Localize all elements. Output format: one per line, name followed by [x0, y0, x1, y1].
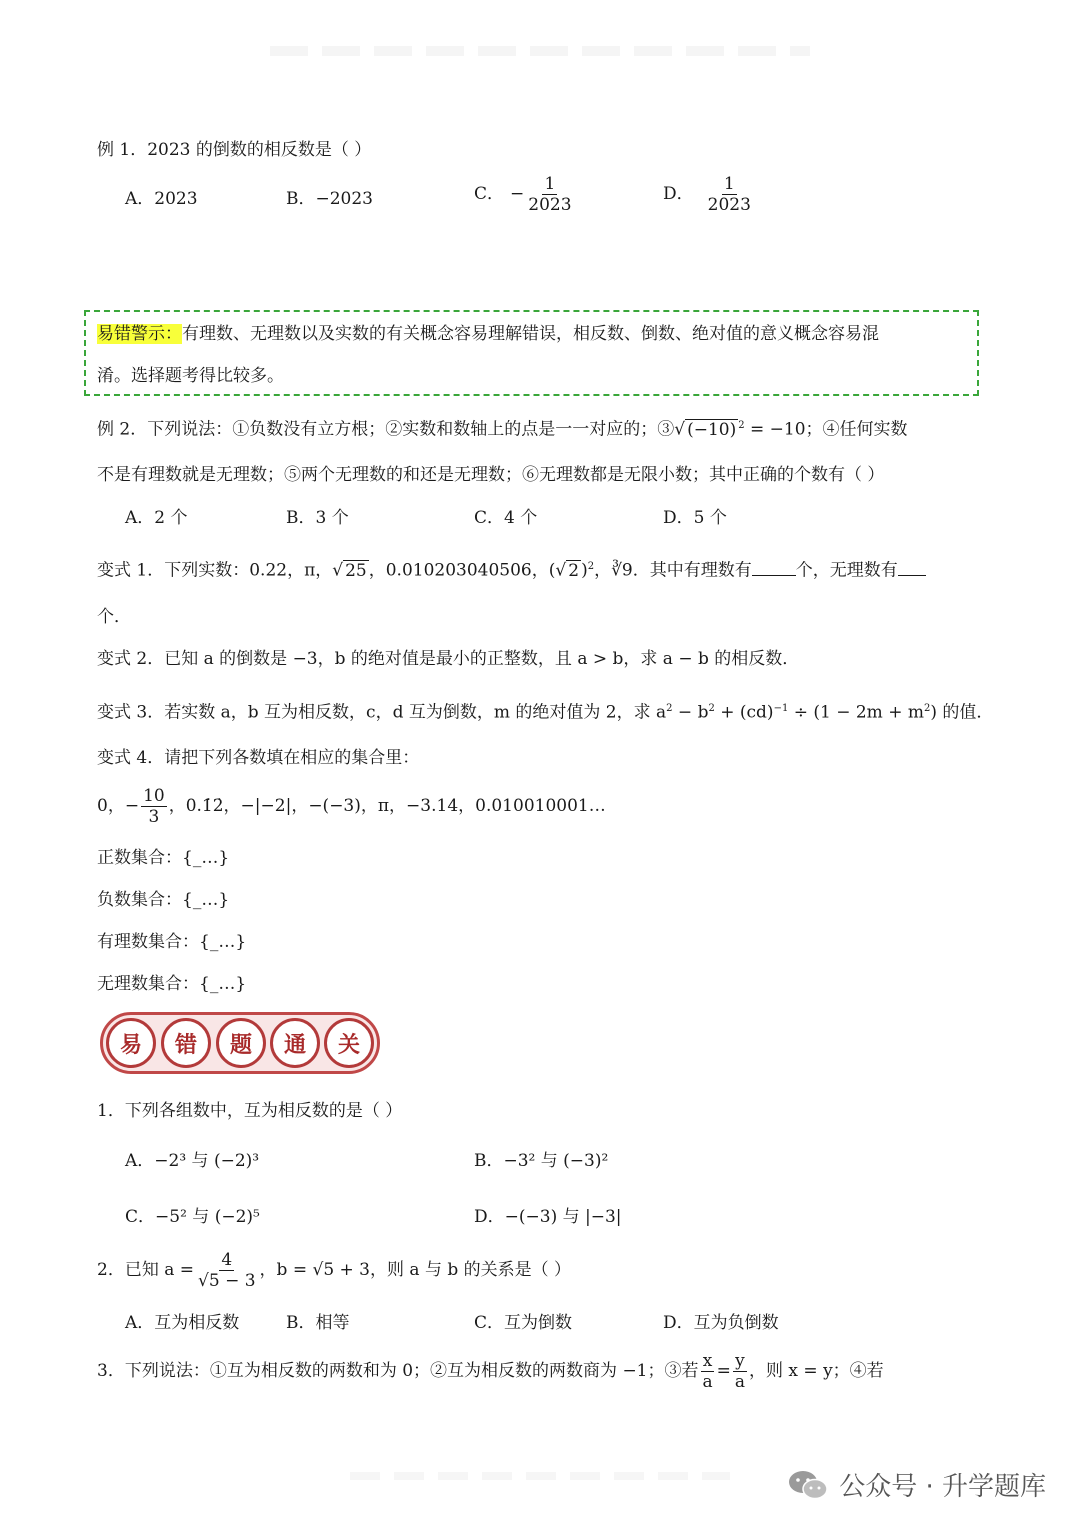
q2-stem: 2．已知 a = $\frac{4}{√5 - 3}$ ，b = √5 + 3，则 a 与 b 的关系是（ ）	[97, 1250, 572, 1291]
q1-option-c: C．−5² 与 (−2)⁵	[125, 1207, 260, 1227]
ex2-line-2: 不是有理数就是无理数；⑤两个无理数的和还是无理数；⑥无理数都是无限小数；其中正确的个数有（ ）	[97, 465, 885, 485]
watermark-text: 公众号 · 升学题库	[839, 1472, 1046, 1502]
var4-stem: 变式 4．请把下列各数填在相应的集合里：	[97, 748, 420, 768]
banner-char-3: 题	[216, 1018, 266, 1068]
watermark	[787, 1466, 1046, 1503]
faint-header-decoration	[270, 46, 810, 56]
ex2-option-a: A．2 个	[125, 508, 188, 528]
var4-numbers: 0，− $\frac{10}{3}$ ，0.1̇2̇，−|−2|，−(−3)，π，−3.14，0.010010001…	[97, 786, 606, 827]
q1-option-b: B．−3² 与 (−3)²	[474, 1151, 609, 1171]
q2-option-b: B．相等	[286, 1313, 350, 1333]
ex1-option-c: C． − $\frac{1}{2023}$	[474, 174, 572, 215]
set-negative: 负数集合：{_…}	[97, 890, 230, 910]
section-banner	[100, 1012, 380, 1076]
banner-char-4: 通	[270, 1018, 320, 1068]
banner-char-2: 错	[161, 1018, 211, 1068]
ex2-line-1: 例 2．下列说法：①负数没有立方根；②实数和数轴上的点是一一对应的；③√ (−10) $^2$ = −10；④任何实数	[97, 419, 908, 440]
faint-footer-decoration	[350, 1472, 730, 1480]
q3-stem: 3．下列说法：①互为相反数的两数和为 0；②互为相反数的两数商为 −1；③若 $\frac{x}{a}$ = $\frac{y}{a}$ ，则 x = y；④若	[97, 1351, 884, 1392]
ex2-option-b: B．3 个	[286, 508, 349, 528]
warning-line-2: 淆。选择题考得比较多。	[97, 366, 284, 386]
ex1-option-a: A．2023	[125, 189, 198, 209]
ex1-option-b: B．−2023	[286, 189, 374, 209]
set-irrational: 无理数集合：{_…}	[97, 974, 247, 994]
set-positive: 正数集合：{_…}	[97, 848, 230, 868]
wechat-icon	[787, 1469, 829, 1501]
q2-option-c: C．互为倒数	[474, 1313, 573, 1333]
var1-line-2: 个．	[97, 607, 131, 627]
var2-text: 变式 2．已知 a 的倒数是 −3，b 的绝对值是最小的正整数，且 a > b，求 a − b 的相反数．	[97, 649, 800, 669]
q1-option-d: D．−(−3) 与 |−3|	[474, 1207, 622, 1227]
banner-char-5: 关	[324, 1018, 374, 1068]
ex1-stem: 例 1．2023 的倒数的相反数是（ ）	[97, 140, 372, 160]
q2-option-a: A．互为相反数	[125, 1313, 240, 1333]
q2-option-d: D．互为负倒数	[663, 1313, 779, 1333]
banner-char-1: 易	[106, 1018, 156, 1068]
ex2-option-c: C．4 个	[474, 508, 538, 528]
ex2-option-d: D．5 个	[663, 508, 727, 528]
q1-stem: 1．下列各组数中，互为相反数的是（ ）	[97, 1101, 403, 1121]
q1-option-a: A．−2³ 与 (−2)³	[125, 1151, 260, 1171]
var1-line-1: 变式 1．下列实数：0.22，π，√ 25 ，0.010203040506，(√ 2 )$^2$，∛9．其中有理数有 个，无理数有	[97, 555, 926, 583]
warning-label: 易错警示：	[97, 324, 182, 344]
set-rational: 有理数集合：{_…}	[97, 932, 247, 952]
var3-text: 变式 3．若实数 a，b 互为相反数，c，d 互为倒数，m 的绝对值为 2，求 $a^2 - b^2 + (cd)^{-1} \div (1 - 2m + m^2)$ 的值．	[97, 702, 994, 723]
ex1-option-d: D． $\frac{1}{2023}$	[663, 174, 751, 215]
warning-line-1: 易错警示：有理数、无理数以及实数的有关概念容易理解错误，相反数、倒数、绝对值的意义概念容易混	[97, 324, 879, 344]
